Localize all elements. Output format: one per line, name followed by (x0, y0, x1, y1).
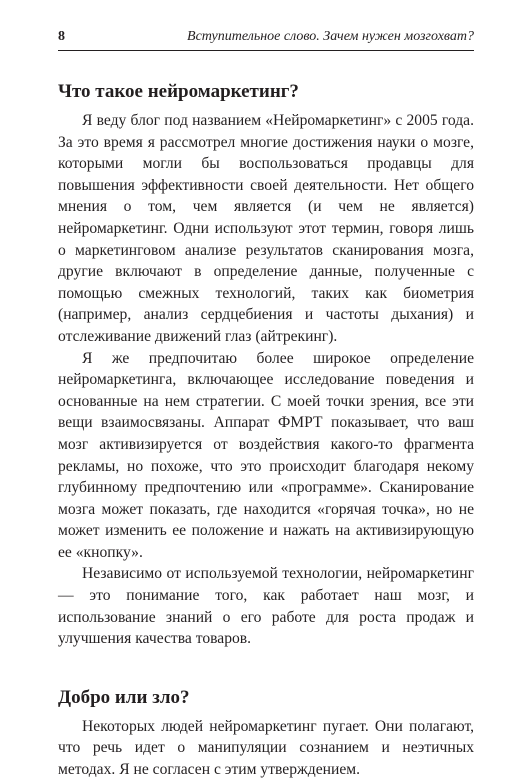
book-page (58, 28, 474, 781)
page-number: 8 (58, 29, 65, 44)
running-head (58, 28, 474, 51)
body-paragraph: Независимо от используемой технологии, нейромаркетинг — это понимание того, как работает наш мозг, и использование знаний о его работе для роста продаж и улучшения качества товаров. (58, 565, 474, 648)
section-heading-what-is-neuromarketing: Что такое нейромаркетинг? (58, 81, 299, 102)
body-paragraph: Некоторых людей нейромаркетинг пугает. Они полагают, что речь идет о манипуляции сознанием и неэтичных методах. Я не согласен с этим утверждением. (58, 717, 474, 779)
body-paragraph: Я веду блог под названием «Нейромаркетинг» с 2005 года. За это время я рассмотрел многие достижения науки о мозге, которыми могли бы воспользоваться продавцы для повышения эффективности своей деятельности. Нет общего мнения о том, чем является (и чем не является) нейромаркетинг. Одни используют этот термин, говоря лишь о маркетинговом анализе результатов сканирования мозга, другие включают в определение данные, полученные с помощью смежных технологий, таких как биометрия (например, анализ сердцебиения и частоты дыхания) и отслеживание движений глаз (айтрекинг). (58, 112, 474, 345)
running-head-title: Вступительное слово. Зачем нужен мозгохват? (187, 29, 474, 44)
section-heading-good-or-evil: Добро или зло? (58, 686, 190, 708)
body-paragraph: Я же предпочитаю более широкое определение нейромаркетинга, включающее исследование поведения и основанные на нем стратегии. С моей точки зрения, все эти вещи взаимосвязаны. Аппарат ФМРТ показывает, что ваш мозг активизируется от воздействия какого-то фрагмента рекламы, но похоже, что это происходит благодаря некому глубинному предпочтению или «программе». Сканирование мозга может показать, где находится «горячая точка», но не может изменить ее положение и нажать на активизирующую ее «кнопку». (58, 349, 474, 561)
